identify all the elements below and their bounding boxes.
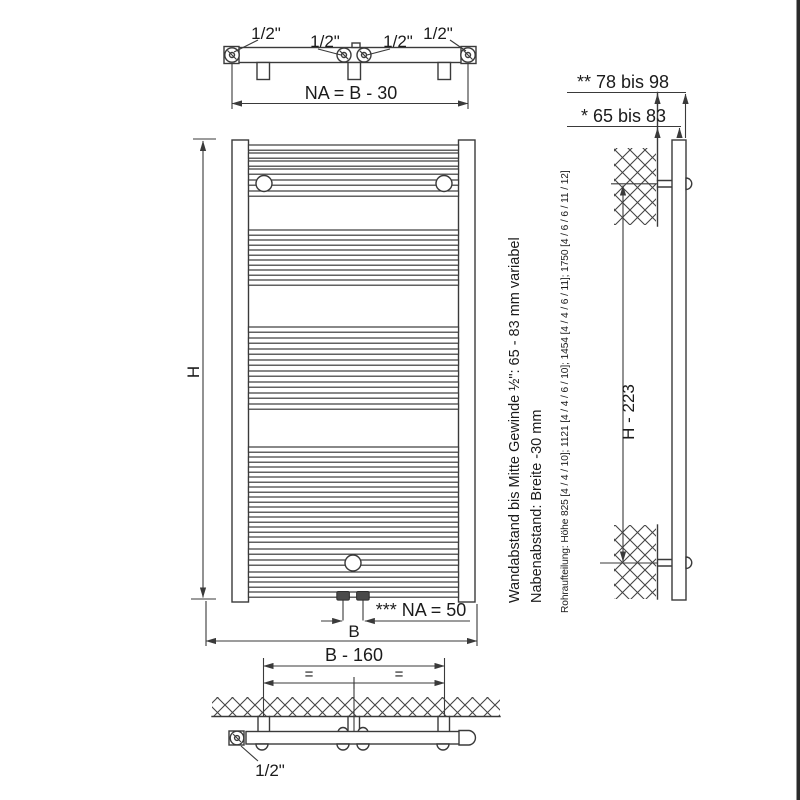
radiator-tube bbox=[249, 153, 459, 158]
hub-spacing-label: *** NA = 50 bbox=[375, 600, 467, 620]
hanger-tab bbox=[257, 63, 270, 80]
radiator-tube bbox=[249, 527, 459, 532]
radiator-tube bbox=[249, 507, 459, 512]
bracket-clip bbox=[357, 744, 369, 750]
valve-connection bbox=[337, 592, 350, 601]
radiator-tube bbox=[249, 250, 459, 255]
equal-mark: = bbox=[394, 666, 404, 683]
radiator-tube bbox=[249, 371, 459, 376]
radiator-tube bbox=[249, 537, 459, 542]
radiator-tube bbox=[249, 230, 459, 235]
thread-size-label: 1/2" bbox=[251, 24, 281, 43]
front-view bbox=[184, 139, 477, 646]
right-end-cap bbox=[459, 731, 475, 746]
radiator-tube bbox=[249, 393, 459, 398]
wall-hatch bbox=[614, 148, 656, 225]
center-nub bbox=[352, 43, 360, 48]
vent-plug bbox=[345, 555, 361, 571]
radiator-tube bbox=[249, 327, 459, 332]
mounting-hole bbox=[436, 176, 452, 192]
bracket-clip bbox=[337, 744, 349, 750]
left-collector bbox=[232, 140, 249, 602]
bottom-view bbox=[212, 645, 500, 780]
bracket-dimension-label: B - 160 bbox=[324, 645, 384, 665]
radiator-tube bbox=[249, 338, 459, 343]
mounting-nub bbox=[686, 557, 692, 569]
radiator-tube bbox=[249, 161, 459, 166]
thread-size-label: 1/2" bbox=[310, 32, 340, 51]
radiator-tube bbox=[249, 180, 459, 185]
right-collector bbox=[459, 140, 476, 602]
radiator-tube bbox=[249, 582, 459, 587]
thread-size-label: 1/2" bbox=[383, 32, 413, 51]
radiator-tube bbox=[249, 549, 459, 554]
radiator-tube bbox=[249, 497, 459, 502]
radiator-tube bbox=[249, 270, 459, 275]
tube-layout-note: Rohraufteilung: Höhe 825 [4 / 4 / 10]; 1121 [4 / 4 / 6 / 10]; 1454 [4 / 4 / 6 / 11]; 1750 [4 / 6 / 6 / 11 / 12] bbox=[560, 170, 571, 613]
notes bbox=[507, 170, 571, 613]
radiator-tube bbox=[249, 467, 459, 472]
radiator-profile bbox=[672, 140, 686, 600]
bottom-view-bar bbox=[246, 732, 462, 745]
height-dimension-label: H bbox=[184, 365, 203, 379]
radiator-tube bbox=[249, 169, 459, 174]
wall-hatch bbox=[212, 697, 500, 716]
width-dimension-label: B bbox=[348, 622, 360, 641]
bracket-clip bbox=[437, 744, 449, 750]
hub-distance-note: Nabenabstand: Breite -30 mm bbox=[529, 409, 545, 603]
radiator-tube bbox=[249, 191, 459, 196]
radiator-tube bbox=[249, 477, 459, 482]
valve-connection bbox=[357, 592, 370, 601]
radiator-tube bbox=[249, 447, 459, 452]
radiator-tube bbox=[249, 240, 459, 245]
wall-hatch bbox=[614, 525, 656, 599]
mounting-nub bbox=[686, 178, 692, 190]
top-view-bar bbox=[237, 48, 468, 63]
bracket-clip bbox=[256, 744, 268, 750]
wall-clearance-min-label: * 65 bis 83 bbox=[581, 106, 667, 126]
radiator-tube bbox=[249, 360, 459, 365]
radiator-tube bbox=[249, 382, 459, 387]
radiator-tube bbox=[249, 404, 459, 409]
radiator-tube bbox=[249, 517, 459, 522]
leader-line bbox=[241, 746, 258, 761]
bracket-height-label: H - 223 bbox=[619, 384, 638, 440]
wall-distance-note: Wandabstand bis Mitte Gewinde ½": 65 - 83 mm variabel bbox=[507, 237, 523, 603]
equal-mark: = bbox=[304, 666, 314, 683]
thread-size-label: 1/2" bbox=[255, 761, 285, 780]
radiator-tube bbox=[249, 280, 459, 285]
radiator-tube bbox=[249, 572, 459, 577]
page-edge bbox=[797, 0, 800, 800]
radiator-tube bbox=[249, 487, 459, 492]
thread-size-label: 1/2" bbox=[423, 24, 453, 43]
radiator-tube bbox=[249, 260, 459, 265]
hanger-tab bbox=[348, 63, 361, 80]
side-view bbox=[567, 72, 692, 600]
radiator-tube bbox=[249, 457, 459, 462]
radiator-tubes bbox=[249, 145, 459, 597]
mounting-hole bbox=[256, 176, 272, 192]
wall-clearance-max-label: ** 78 bis 98 bbox=[577, 72, 670, 92]
top-view bbox=[224, 24, 476, 109]
radiator-tube bbox=[249, 349, 459, 354]
hanger-tab bbox=[438, 63, 451, 80]
radiator-tube bbox=[249, 592, 459, 597]
hub-dimension-label: NA = B - 30 bbox=[304, 83, 398, 103]
radiator-tube bbox=[249, 145, 459, 150]
